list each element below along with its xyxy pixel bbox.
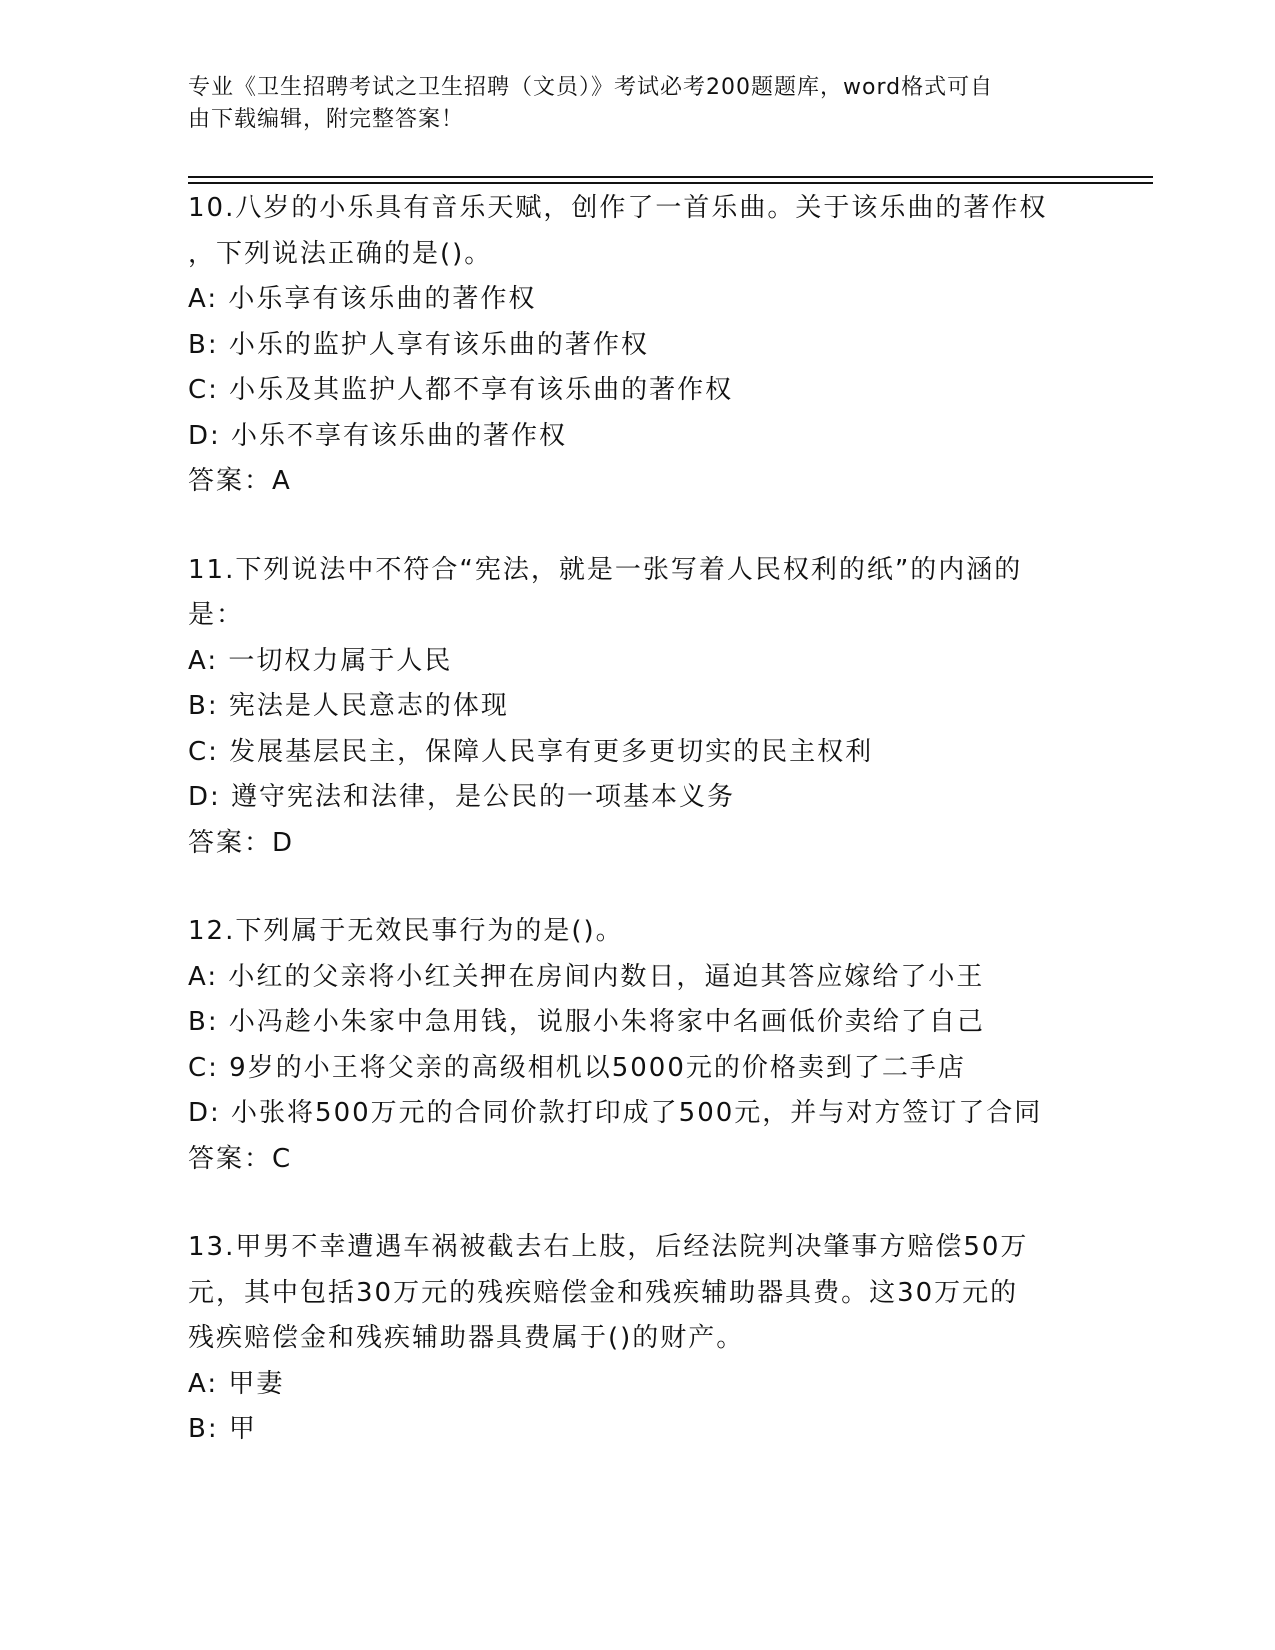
header-line-2: 由下载编辑，附完整答案！ bbox=[188, 107, 465, 132]
option-a: A: 小红的父亲将小红关押在房间内数日，逼迫其答应嫁给了小王 bbox=[188, 961, 985, 992]
spacer bbox=[188, 866, 1088, 909]
question-13 bbox=[188, 1225, 1088, 1453]
option-a: A: 一切权力属于人民 bbox=[188, 645, 453, 676]
spacer bbox=[188, 1182, 1088, 1225]
question-stem: 10.八岁的小乐具有音乐天赋，创作了一首乐曲。关于该乐曲的著作权 bbox=[188, 193, 1048, 223]
option-c: C: 发展基层民主，保障人民享有更多更切实的民主权利 bbox=[188, 736, 874, 767]
header-divider-top bbox=[188, 176, 1153, 178]
option-b: B: 宪法是人民意志的体现 bbox=[188, 691, 509, 721]
question-11 bbox=[188, 548, 1088, 867]
option-d: D: 小乐不享有该乐曲的著作权 bbox=[188, 420, 568, 451]
header-line-1: 专业《卫生招聘考试之卫生招聘（文员）》考试必考200题题库，word格式可自 bbox=[188, 75, 994, 100]
answer: 答案：D bbox=[188, 827, 295, 858]
question-stem: 残疾赔偿金和残疾辅助器具费属于()的财产。 bbox=[188, 1323, 745, 1353]
option-c: C: 9岁的小王将父亲的高级相机以5000元的价格卖到了二手店 bbox=[188, 1052, 966, 1083]
question-stem: 是： bbox=[188, 600, 245, 630]
option-d: D: 遵守宪法和法律，是公民的一项基本义务 bbox=[188, 782, 736, 812]
option-b: B: 甲 bbox=[188, 1414, 257, 1444]
question-stem: 13.甲男不幸遭遇车祸被截去右上肢，后经法院判决肇事方赔偿50万 bbox=[188, 1232, 1029, 1262]
question-list bbox=[188, 186, 1088, 1453]
question-stem: 11.下列说法中不符合“宪法，就是一张写着人民权利的纸”的内涵的 bbox=[188, 554, 1023, 585]
answer: 答案：C bbox=[188, 1143, 293, 1174]
question-stem: 元，其中包括30万元的残疾赔偿金和残疾辅助器具费。这30万元的 bbox=[188, 1277, 1019, 1308]
option-b: B: 小乐的监护人享有该乐曲的著作权 bbox=[188, 329, 649, 360]
answer: 答案：A bbox=[188, 466, 292, 496]
option-d: D: 小张将500万元的合同价款打印成了500元，并与对方签订了合同 bbox=[188, 1098, 1043, 1128]
option-b: B: 小冯趁小朱家中急用钱，说服小朱将家中名画低价卖给了自己 bbox=[188, 1007, 985, 1037]
spacer bbox=[188, 505, 1088, 548]
option-a: A: 小乐享有该乐曲的著作权 bbox=[188, 284, 537, 314]
header-divider-bottom bbox=[188, 182, 1153, 184]
question-stem: ，下列说法正确的是()。 bbox=[188, 238, 493, 269]
question-12 bbox=[188, 909, 1088, 1182]
option-c: C: 小乐及其监护人都不享有该乐曲的著作权 bbox=[188, 375, 734, 405]
document-header bbox=[188, 72, 1088, 136]
option-a: A: 甲妻 bbox=[188, 1368, 285, 1399]
question-10 bbox=[188, 186, 1088, 505]
question-stem: 12.下列属于无效民事行为的是()。 bbox=[188, 916, 624, 946]
